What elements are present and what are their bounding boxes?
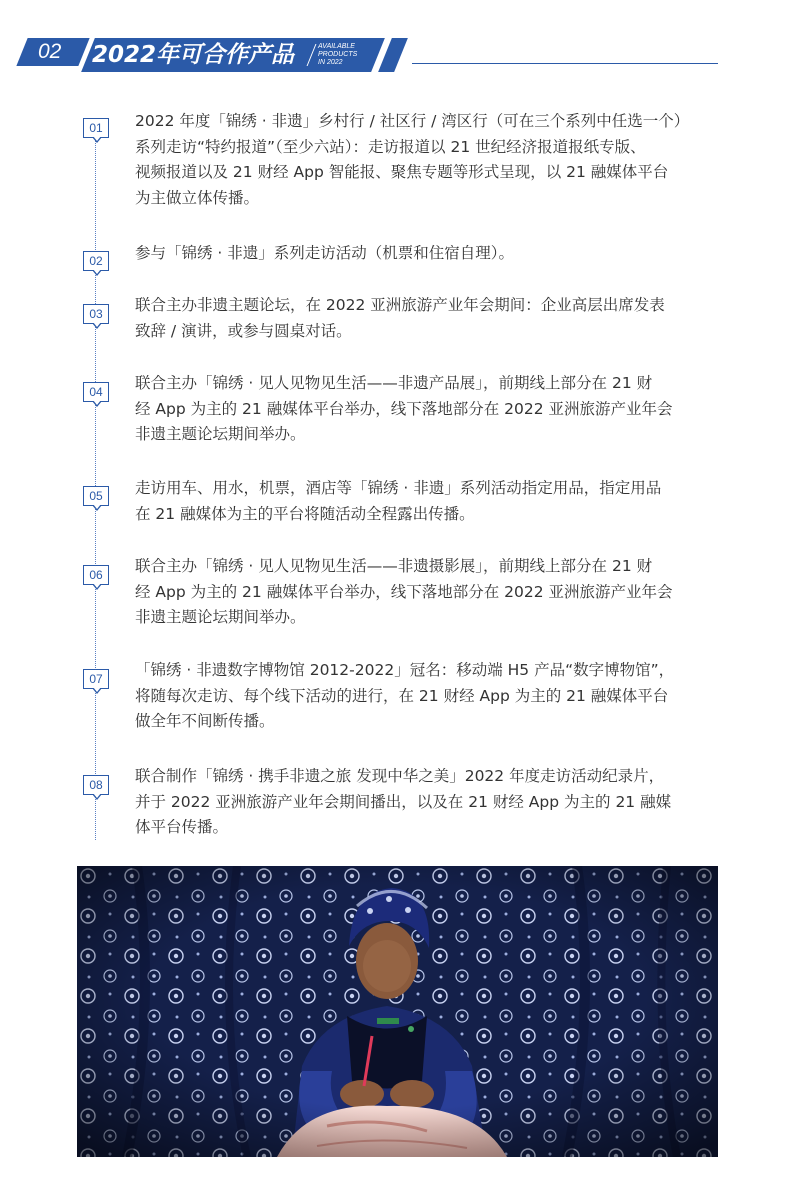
- item-text: 「锦绣 · 非遗数字博物馆 2012-2022」冠名：移动端 H5 产品“数字博物馆”， 将随每次走访、每个线下活动的进行，在 21 财经 App 为主的 21 融媒体平台 做全年不间断传播。: [135, 661, 675, 730]
- item-number-badge: 01: [83, 118, 109, 138]
- item-text: 联合主办非遗主题论坛，在 2022 亚洲旅游产业年会期间：企业高层出席发表 致辞 / 演讲，或参与圆桌对话。: [135, 296, 665, 340]
- item-number-badge: 06: [83, 565, 109, 585]
- photo-illustration: [77, 866, 718, 1157]
- item-number-badge: 04: [83, 382, 109, 402]
- item-number-badge: 02: [83, 251, 109, 271]
- section-number: 02: [38, 40, 62, 63]
- item-text: 2022 年度「锦绣 · 非遗」乡村行 / 社区行 / 湾区行（可在三个系列中任选一个） 系列走访“特约报道”（至少六站）：走访报道以 21 世纪经济报道报纸专版、 视频报道以及 21 财经 App 智能报、聚焦专题等形式呈现，以 21 融媒体平台 为主做立体传播。: [135, 112, 690, 207]
- photo-elderly-woman-indigo-fabric: [77, 866, 718, 1157]
- item-number-badge: 07: [83, 669, 109, 689]
- item-text: 联合主办「锦绣 · 见人见物见生活——非遗产品展」，前期线上部分在 21 财 经 App 为主的 21 融媒体平台举办，线下落地部分在 2022 亚洲旅游产业年会 非遗主题论坛期间举办。: [135, 374, 673, 443]
- item-text: 联合制作「锦绣 · 携手非遗之旅 发现中华之美」2022 年度走访活动纪录片， 并于 2022 亚洲旅游产业年会期间播出，以及在 21 财经 App 为主的 21 融媒 体平台传播。: [135, 767, 672, 836]
- section-subtitle: AVAILABLE PRODUCTS IN 2022: [318, 43, 358, 66]
- section-title: 2022年可合作产品: [92, 42, 295, 68]
- section-header: [0, 0, 794, 90]
- item-number-badge: 05: [83, 486, 109, 506]
- item-text: 联合主办「锦绣 · 见人见物见生活——非遗摄影展」，前期线上部分在 21 财 经 App 为主的 21 融媒体平台举办，线下落地部分在 2022 亚洲旅游产业年会 非遗主题论坛期间举办。: [135, 557, 673, 626]
- item-number-badge: 08: [83, 775, 109, 795]
- item-text: 走访用车、用水，机票，酒店等「锦绣 · 非遗」系列活动指定用品，指定用品 在 21 融媒体为主的平台将随活动全程露出传播。: [135, 479, 662, 523]
- item-text: 参与「锦绣 · 非遗」系列走访活动（机票和住宿自理）。: [135, 244, 515, 262]
- item-number-badge: 03: [83, 304, 109, 324]
- header-rule: [412, 63, 718, 64]
